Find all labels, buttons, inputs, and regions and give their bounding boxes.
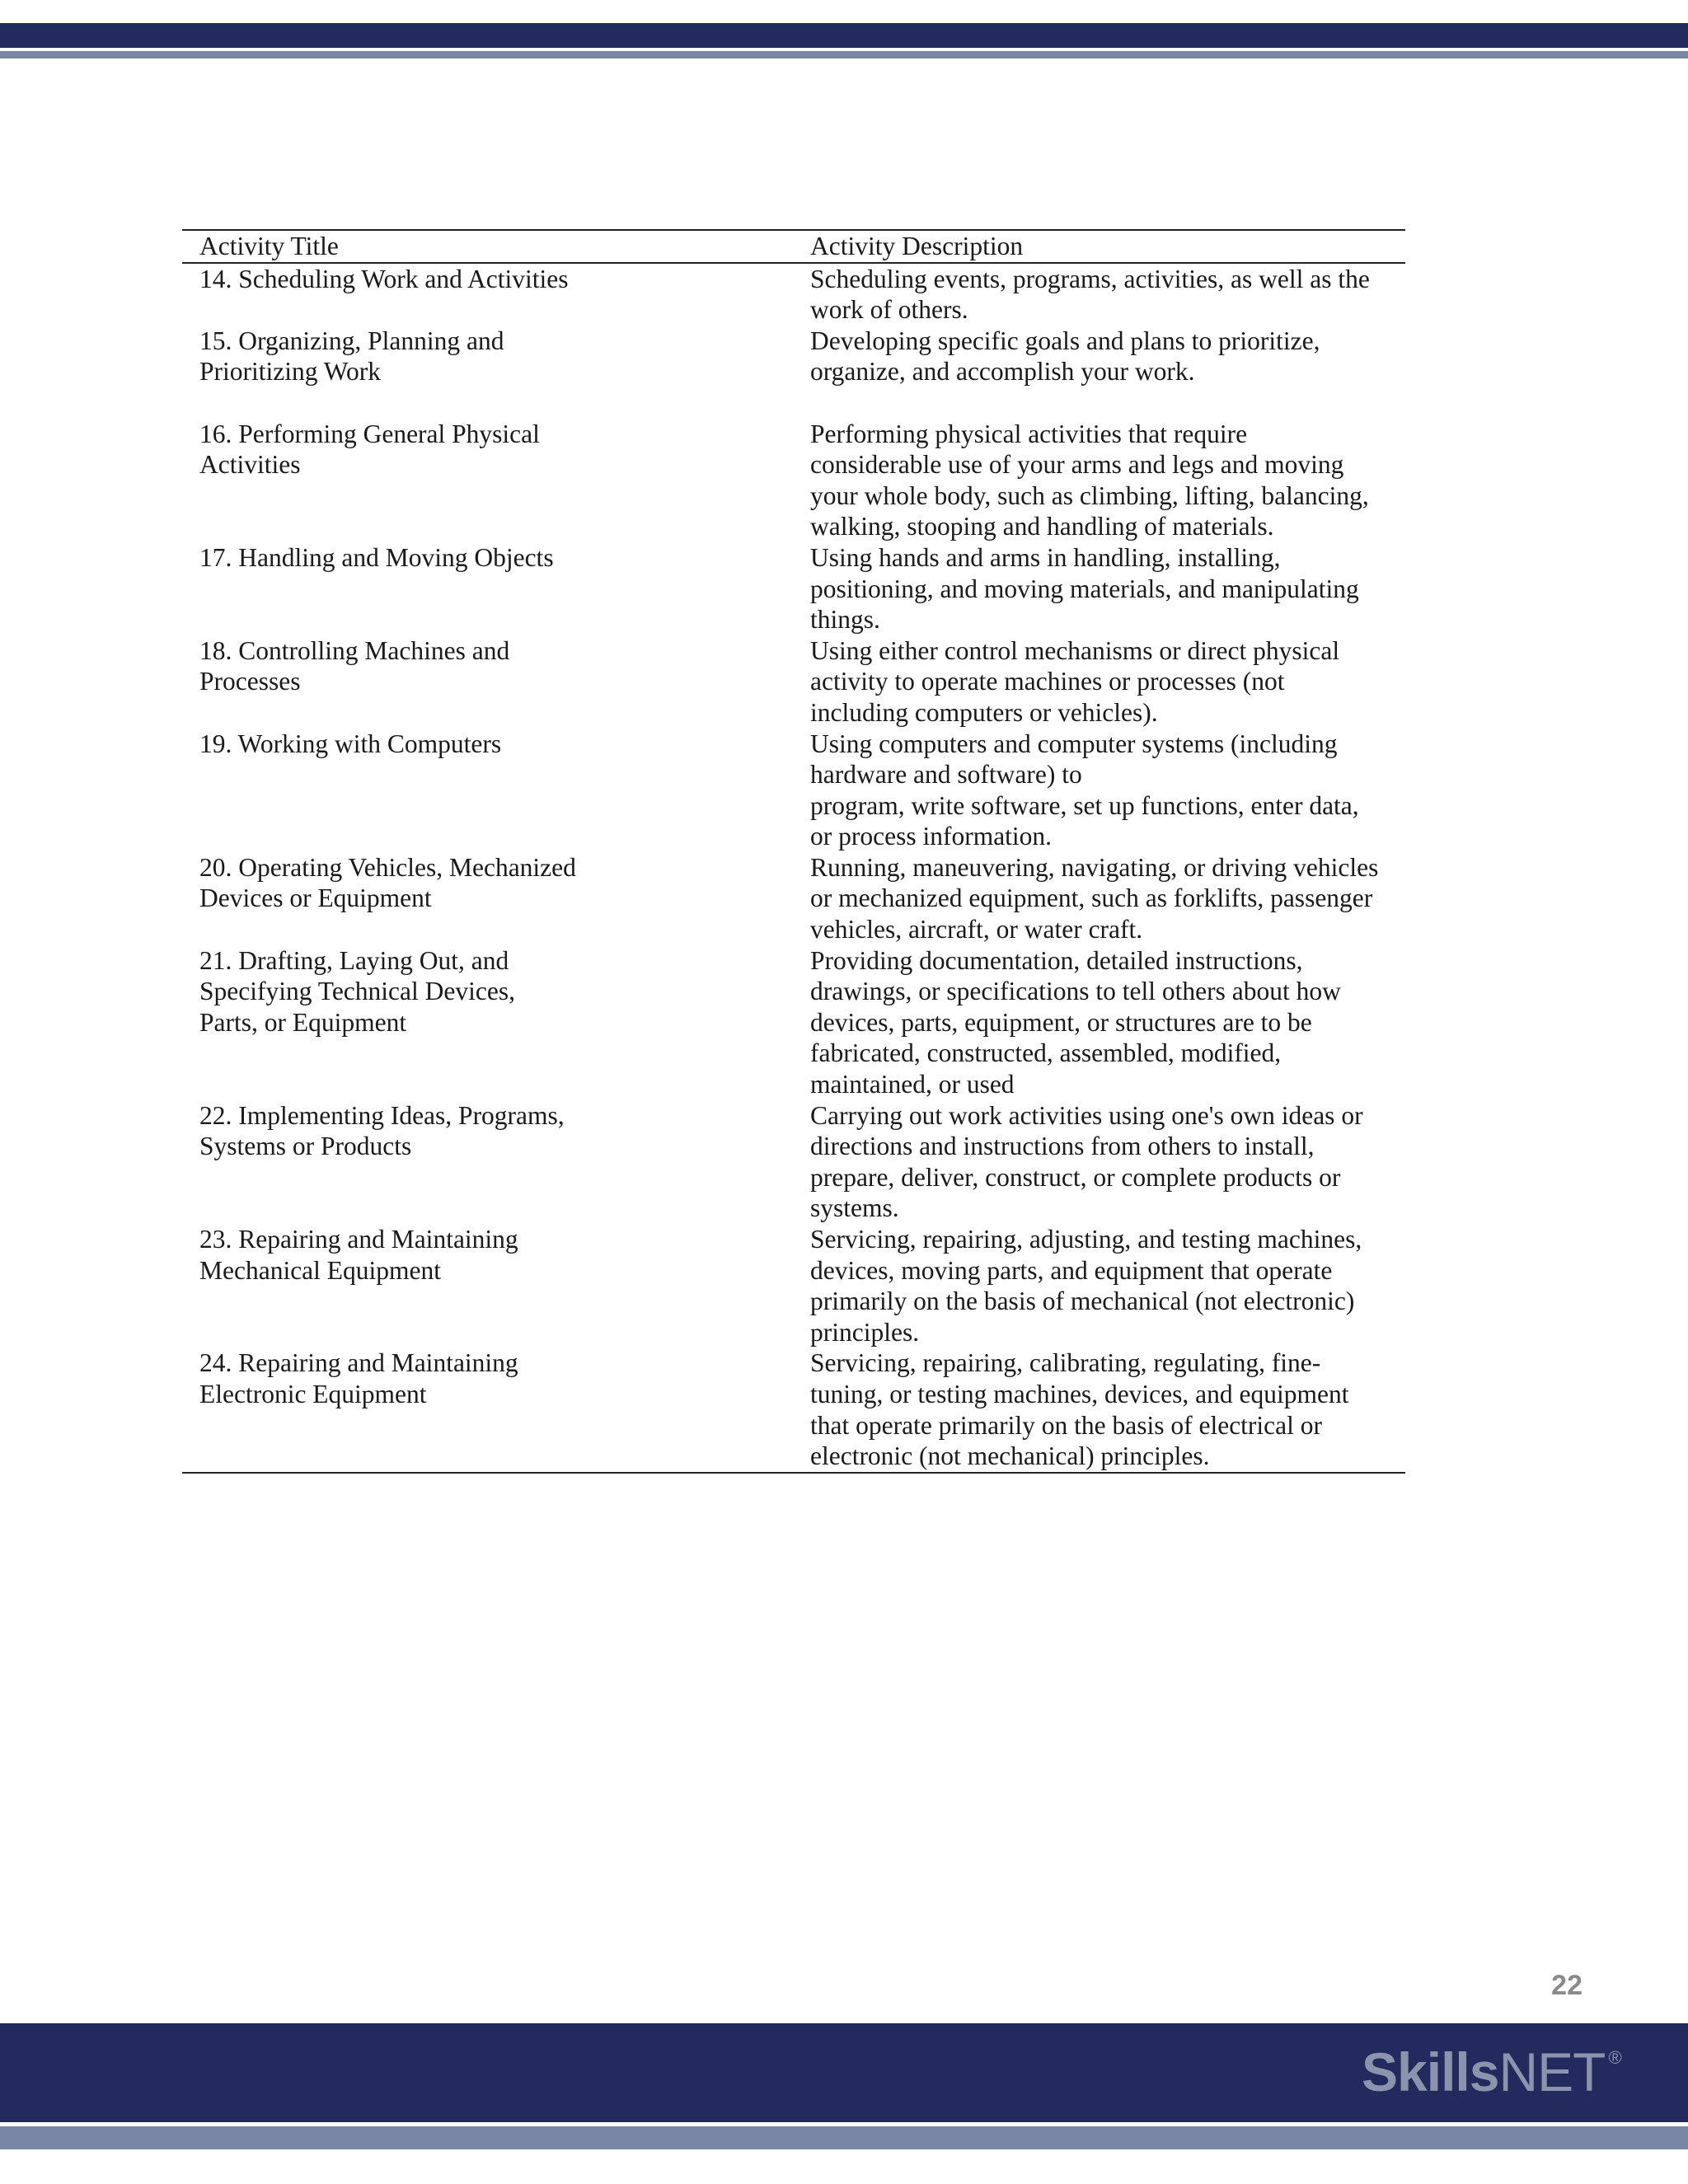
activity-title-line: Processes (199, 667, 301, 696)
activity-title-cell (182, 1100, 793, 1224)
table-row (182, 326, 1405, 419)
activity-description-line: things. (810, 605, 880, 635)
activity-description-cell (793, 326, 1405, 419)
table-row (182, 419, 1405, 542)
skillsnet-logo (1362, 2041, 1621, 2103)
activity-title-line: 24. Repairing and Maintaining (199, 1348, 518, 1378)
activity-description-line: Carrying out work activities using one's own ideas or (810, 1100, 1363, 1130)
header-activity-description: Activity Description (793, 230, 1405, 263)
activity-title-line: 23. Repairing and Maintaining (199, 1225, 518, 1254)
activity-description-line: Using computers and computer systems (including (810, 729, 1338, 758)
activity-description-line: electronic (not mechanical) principles. (810, 1441, 1210, 1471)
activity-title-cell (182, 326, 793, 419)
table-row (182, 1224, 1405, 1347)
activity-description-line: devices, parts, equipment, or structures are to be (810, 1007, 1312, 1037)
activity-description-line: principles. (810, 1317, 920, 1347)
activity-title-line: Systems or Products (199, 1132, 412, 1161)
activity-description-line: walking, stooping and handling of materials. (810, 512, 1274, 541)
page-number: 22 (1551, 1970, 1582, 2001)
activity-description-line: your whole body, such as climbing, lifting, balancing, (810, 480, 1369, 510)
activity-title-cell (182, 263, 793, 326)
activity-description-line: drawings, or specifications to tell others about how (810, 977, 1341, 1006)
activity-description-line: positioning, and moving materials, and manipulating (810, 574, 1359, 603)
table-body (182, 263, 1405, 1473)
activity-description-cell (793, 1100, 1405, 1224)
table-row (182, 542, 1405, 635)
activity-title-cell (182, 1224, 793, 1347)
activity-title-line: 18. Controlling Machines and (199, 635, 510, 665)
activity-title-line: Parts, or Equipment (199, 1007, 407, 1037)
activity-title-line: Devices or Equipment (199, 883, 432, 913)
activity-title-cell (182, 852, 793, 945)
activity-description-line: Developing specific goals and plans to prioritize, (810, 326, 1320, 355)
table-row (182, 1100, 1405, 1224)
activity-description-line: program, write software, set up functions, enter data, (810, 790, 1359, 820)
activity-description-cell (793, 945, 1405, 1100)
activity-description-cell (793, 635, 1405, 729)
activity-title-cell (182, 1347, 793, 1472)
header-band-dark (0, 23, 1688, 48)
activity-title-cell (182, 419, 793, 542)
activity-description-line: devices, moving parts, and equipment that operate (810, 1255, 1333, 1285)
activity-title-line: Activities (199, 450, 301, 480)
table-row (182, 635, 1405, 729)
table-row (182, 852, 1405, 945)
activity-title-cell (182, 729, 793, 852)
table-row (182, 1347, 1405, 1472)
activity-description-line: Using either control mechanisms or direct physical (810, 635, 1340, 665)
activity-title-line: 19. Working with Computers (199, 729, 502, 758)
activity-description-line: including computers or vehicles). (810, 697, 1158, 727)
activity-description-line: primarily on the basis of mechanical (not electronic) (810, 1286, 1355, 1316)
activity-description-line: hardware and software) to (810, 760, 1082, 790)
table-row (182, 263, 1405, 326)
activity-title-line: 20. Operating Vehicles, Mechanized (199, 852, 576, 882)
activity-title-cell (182, 945, 793, 1100)
activity-title-line: 16. Performing General Physical (199, 419, 540, 448)
activity-title-line: 17. Handling and Moving Objects (199, 542, 554, 572)
activity-description-line: activity to operate machines or processes (not (810, 667, 1285, 696)
logo-net-text: NET (1498, 2041, 1606, 2102)
activity-title-line: 15. Organizing, Planning and (199, 326, 504, 355)
activity-description-cell (793, 542, 1405, 635)
activity-description-line: Scheduling events, programs, activities, as well as the (810, 264, 1370, 293)
logo-registered-mark: ® (1608, 2047, 1621, 2068)
table-header (182, 230, 1405, 263)
activity-description-line: systems. (810, 1193, 899, 1223)
activity-description-line: maintained, or used (810, 1070, 1015, 1099)
logo-skills-text: Skills (1362, 2041, 1499, 2102)
activity-title-line: 21. Drafting, Laying Out, and (199, 945, 509, 975)
activity-title-line: Prioritizing Work (199, 357, 381, 387)
activity-title-cell (182, 635, 793, 729)
activity-description-line: considerable use of your arms and legs and moving (810, 450, 1344, 480)
activity-description-line: work of others. (810, 295, 968, 325)
table-header-row (182, 230, 1405, 263)
activity-description-line: tuning, or testing machines, devices, and equipment (810, 1379, 1349, 1408)
activity-description-line: Using hands and arms in handling, installing, (810, 542, 1281, 572)
activity-description-cell (793, 419, 1405, 542)
activity-description-line: prepare, deliver, construct, or complete products or (810, 1162, 1341, 1192)
activity-title-line: 22. Implementing Ideas, Programs, (199, 1100, 565, 1130)
activity-description-line: that operate primarily on the basis of electrical or (810, 1410, 1323, 1440)
activity-description-line: Performing physical activities that require (810, 419, 1248, 448)
activity-description-line: Running, maneuvering, navigating, or driving vehicles (810, 852, 1379, 882)
activity-description-line: Providing documentation, detailed instructions, (810, 945, 1303, 975)
activity-description-line: or mechanized equipment, such as forklifts, passenger (810, 883, 1373, 913)
activity-description-cell (793, 852, 1405, 945)
activity-description-line: directions and instructions from others to install, (810, 1132, 1315, 1161)
table-row (182, 945, 1405, 1100)
footer-band-light (0, 2126, 1688, 2149)
activity-description-cell (793, 729, 1405, 852)
activity-title-line: Specifying Technical Devices, (199, 977, 515, 1006)
activity-description-line (810, 387, 1405, 419)
activity-description-line: organize, and accomplish your work. (810, 357, 1195, 387)
activity-description-cell (793, 1224, 1405, 1347)
activity-description-cell (793, 263, 1405, 326)
activity-description-line: or process information. (810, 822, 1053, 851)
activity-description-line: fabricated, constructed, assembled, modified, (810, 1038, 1282, 1068)
activity-description-line: Servicing, repairing, adjusting, and testing machines, (810, 1225, 1362, 1254)
activity-description-cell (793, 1347, 1405, 1472)
activity-title-cell (182, 542, 793, 635)
activities-table (182, 229, 1405, 1474)
activity-description-line: Servicing, repairing, calibrating, regulating, fine- (810, 1348, 1321, 1378)
header-band-light (0, 51, 1688, 59)
activity-title-line: Mechanical Equipment (199, 1255, 442, 1285)
activity-title-line: 14. Scheduling Work and Activities (199, 264, 569, 293)
activities-table-container (182, 229, 1405, 1474)
table-row (182, 729, 1405, 852)
activity-description-line: vehicles, aircraft, or water craft. (810, 915, 1143, 944)
activity-title-line: Electronic Equipment (199, 1379, 427, 1408)
header-activity-title: Activity Title (182, 230, 793, 263)
